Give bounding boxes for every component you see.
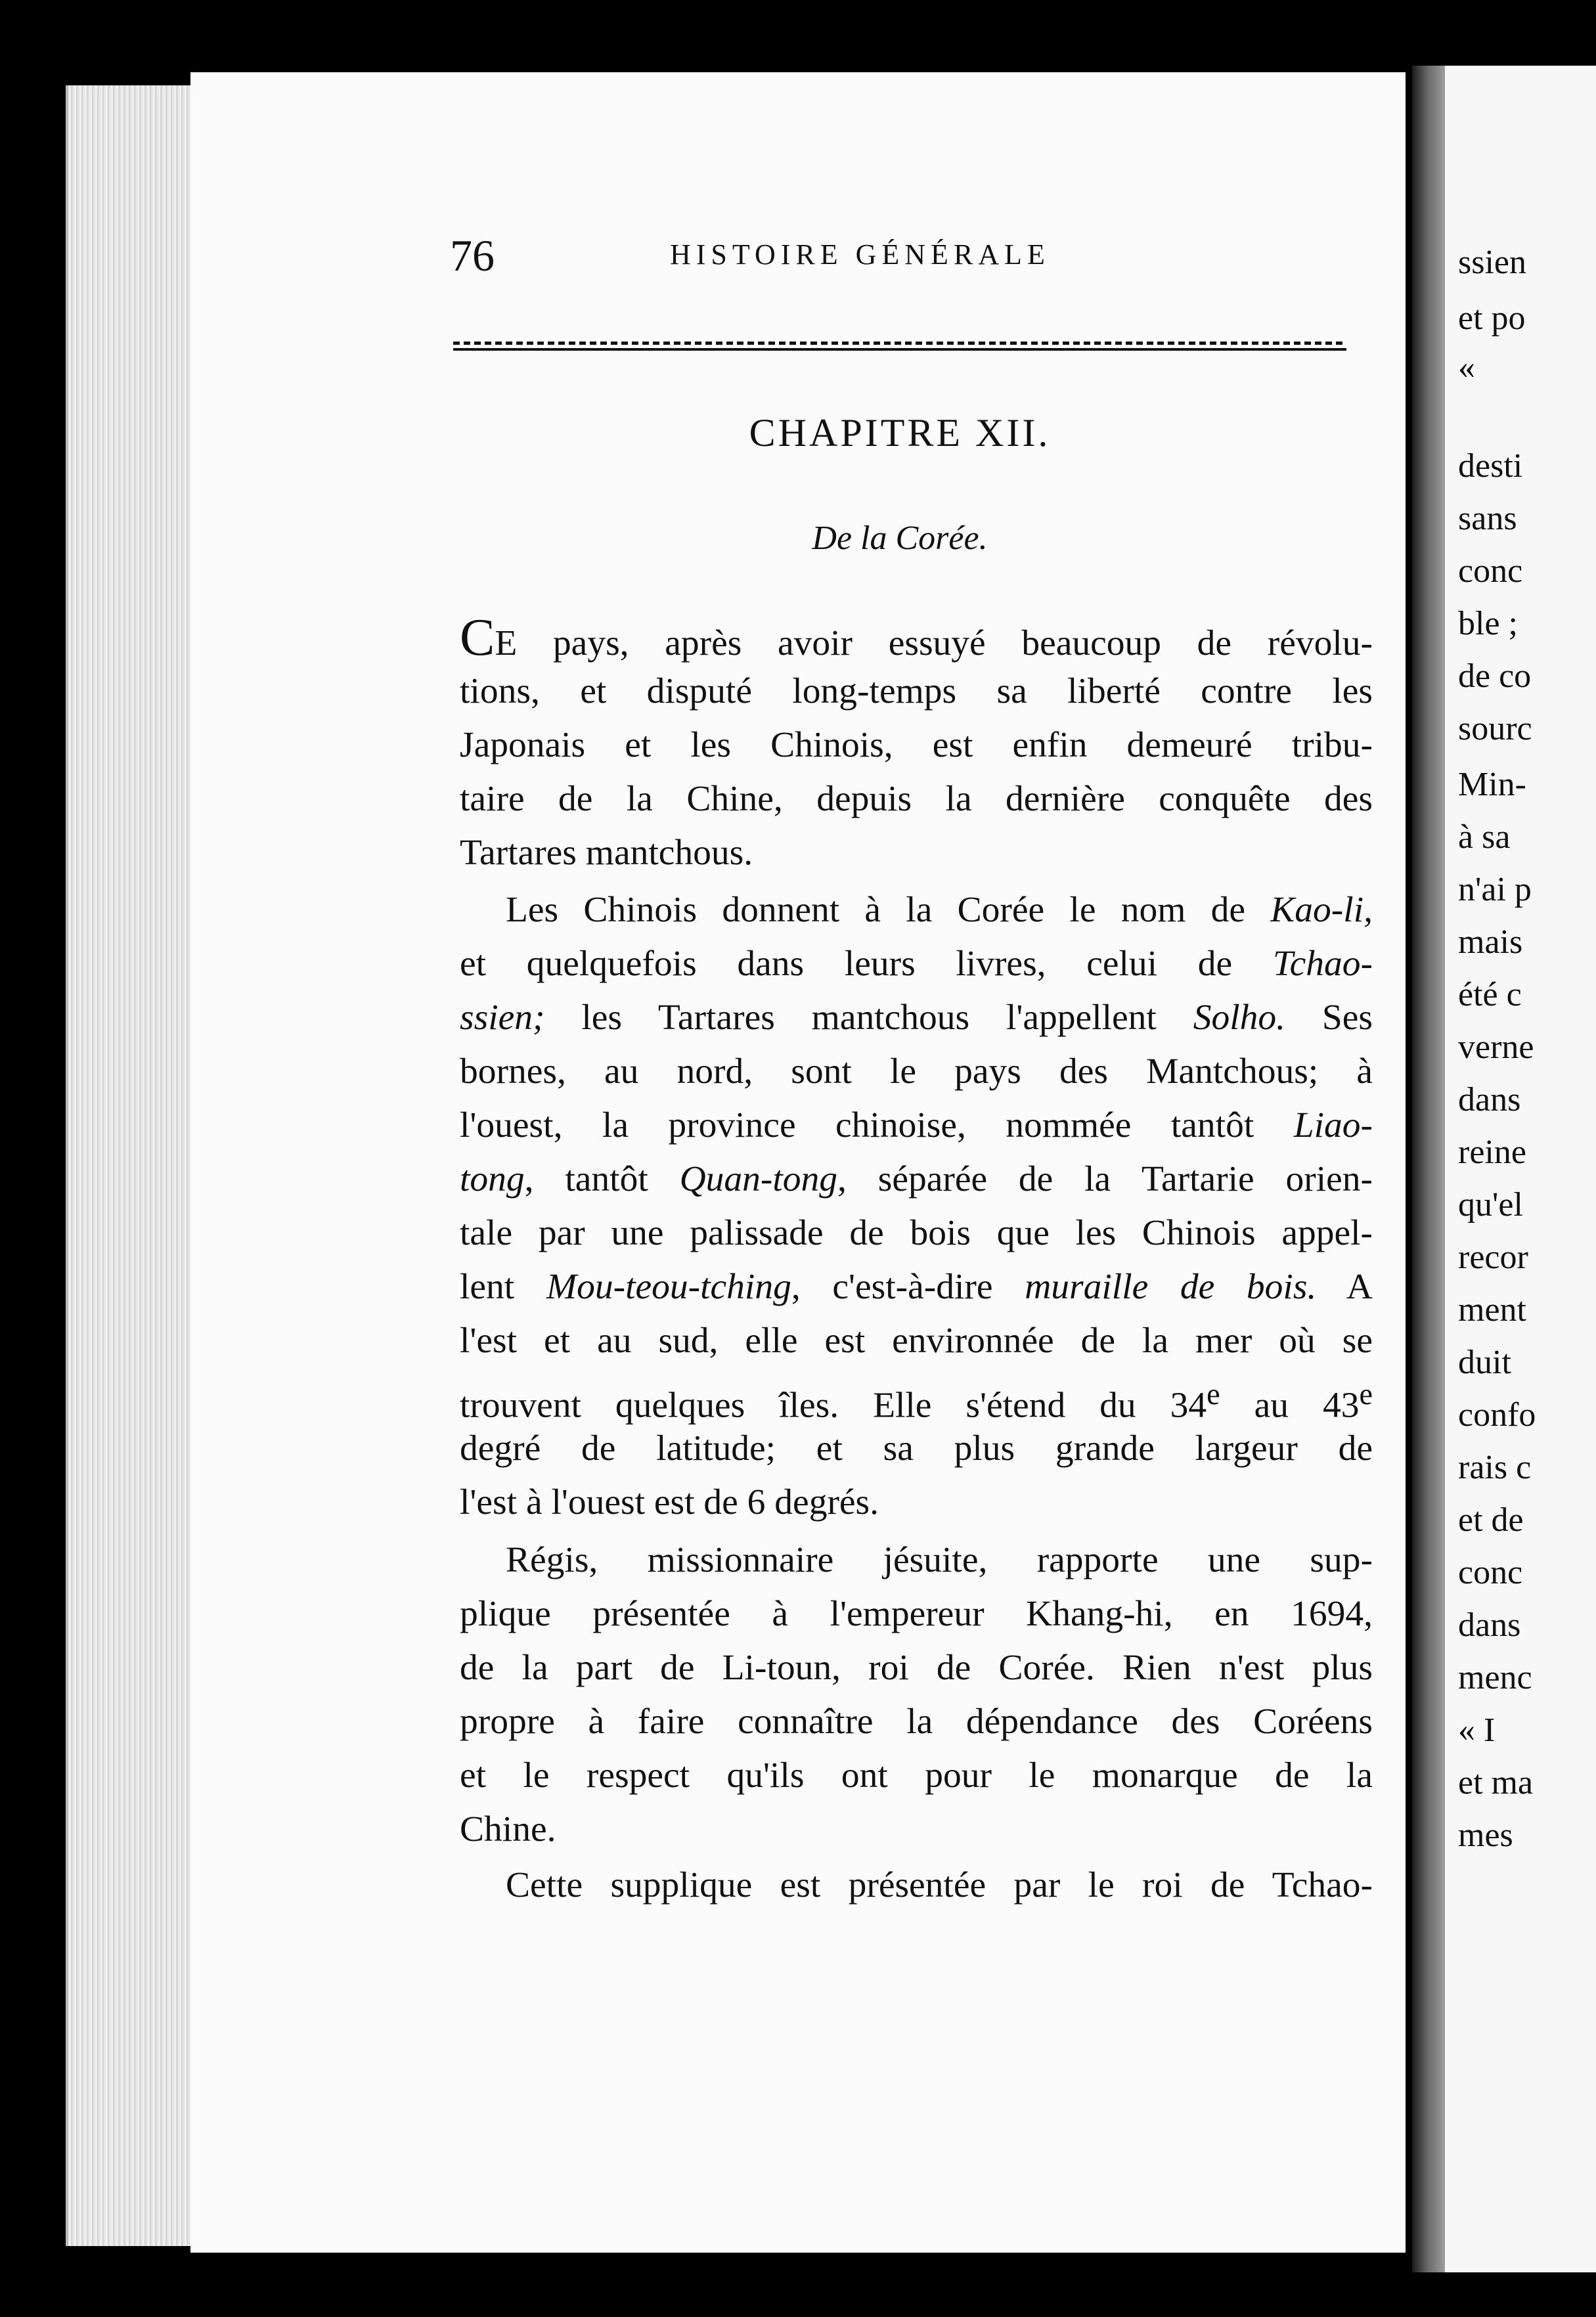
text-span: au 43: [1220, 1385, 1360, 1426]
text-span: et quelquefois dans leurs livres, celui de: [460, 944, 1273, 984]
text-line: l'est et au sud, elle est environnée de la mer où se: [460, 1321, 1373, 1361]
facing-page-line: verne: [1458, 1028, 1534, 1066]
text-line: [460, 991, 1373, 1045]
facing-page: [1445, 66, 1596, 2272]
facing-page-line: confo: [1458, 1396, 1536, 1434]
facing-page-line: menc: [1458, 1659, 1532, 1696]
facing-page-line: ment: [1458, 1291, 1526, 1329]
paragraph-1: [460, 611, 1373, 880]
italic-span: ssien;: [460, 998, 545, 1038]
facing-page-line: sans: [1458, 500, 1517, 537]
italic-span: tong: [460, 1159, 525, 1199]
text-line: [460, 883, 1373, 937]
facing-page-line: dans: [1458, 1081, 1521, 1118]
facing-page-line: à sa: [1458, 818, 1511, 856]
drop-cap: C: [460, 609, 495, 667]
text-line: degré de latitude; et sa plus grande largeur de: [460, 1428, 1373, 1468]
text-line: [460, 1368, 1373, 1426]
text-span: Ses: [1285, 998, 1373, 1038]
text-line: bornes, au nord, sont le pays des Mantchous; à: [460, 1051, 1373, 1092]
facing-page-line: Min-: [1458, 766, 1526, 803]
facing-page-line: conc: [1458, 1554, 1523, 1591]
facing-page-line: n'ai p: [1458, 871, 1532, 908]
text-span: Les Chinois donnent à la Corée le nom de: [506, 890, 1271, 930]
superscript: e: [1359, 1378, 1373, 1411]
facing-page-line: sourc: [1458, 710, 1532, 747]
text-span: E pays, après avoir essuyé beaucoup de révolu-: [495, 623, 1373, 663]
text-line: l'est à l'ouest est de 6 degrés.: [460, 1482, 879, 1522]
text-line: [460, 1153, 1373, 1206]
facing-page-line: recor: [1458, 1239, 1528, 1276]
facing-page-line: ble ;: [1458, 605, 1518, 642]
page-number: 76: [450, 231, 495, 280]
facing-page-line: ssien: [1458, 244, 1526, 281]
text-line: [460, 937, 1373, 991]
text-line: tions, et disputé long-temps sa liberté contre les: [460, 671, 1373, 711]
facing-page-line: mes: [1458, 1817, 1513, 1854]
facing-page-line: conc: [1458, 552, 1523, 590]
text-line: taire de la Chine, depuis la dernière conquête des: [460, 779, 1373, 819]
italic-span: Liao-: [1293, 1105, 1373, 1145]
chapter-title: CHAPITRE XII.: [749, 411, 1051, 454]
facing-page-line: « I: [1458, 1711, 1496, 1749]
text-line: tale par une palissade de bois que les Chinois appel-: [460, 1213, 1373, 1253]
paragraph-4: [460, 1859, 1373, 1912]
text-line: [460, 611, 1373, 665]
text-line: et le respect qu'ils ont pour le monarque de la: [460, 1755, 1373, 1796]
facing-page-line: de co: [1458, 657, 1532, 695]
facing-page-line: reine: [1458, 1134, 1526, 1171]
page-edge-stack: [66, 85, 200, 2246]
running-head-title: HISTOIRE GÉNÉRALE: [670, 238, 1050, 271]
italic-span: Quan-tong: [679, 1159, 838, 1199]
paragraph-2: [460, 883, 1373, 1530]
facing-page-line: «: [1458, 349, 1475, 386]
italic-span: muraille de bois.: [1025, 1267, 1317, 1307]
text-span: trouvent quelques îles. Elle s'étend du 34: [460, 1385, 1207, 1426]
facing-page-line: duit: [1458, 1344, 1511, 1381]
text-span: lent: [460, 1267, 546, 1307]
text-line: plique présentée à l'empereur Khang-hi, en 1694,: [460, 1594, 1373, 1634]
chapter-subtitle: De la Corée.: [812, 519, 988, 557]
facing-page-line: mais: [1458, 923, 1523, 961]
text-line: de la part de Li-toun, roi de Corée. Rien n'est plus: [460, 1648, 1373, 1688]
text-line: Chine.: [460, 1809, 556, 1849]
italic-span: Solho.: [1193, 998, 1286, 1038]
text-line: Japonais et les Chinois, est enfin demeuré tribu-: [460, 725, 1373, 765]
superscript: e: [1207, 1378, 1220, 1411]
italic-span: Mou-teou-tching: [546, 1267, 791, 1307]
text-line: Régis, missionnaire jésuite, rapporte une sup-: [506, 1540, 1373, 1580]
text-line: Tartares mantchous.: [460, 833, 753, 873]
ornamental-rule: [453, 342, 1346, 351]
facing-page-line: été c: [1458, 976, 1522, 1013]
text-span: les Tartares mantchous l'appellent: [544, 998, 1193, 1038]
facing-page-line: et de: [1458, 1501, 1524, 1539]
text-span: , séparée de la Tartarie orien-: [837, 1159, 1373, 1199]
italic-span: Tchao-: [1272, 944, 1373, 984]
text-span: l'ouest, la province chinoise, nommée tantôt: [460, 1105, 1294, 1145]
text-span: A: [1316, 1267, 1373, 1307]
text-line: [460, 1099, 1373, 1153]
paragraph-3: [460, 1534, 1373, 1857]
facing-page-line: dans: [1458, 1606, 1521, 1644]
facing-page-line: qu'el: [1458, 1186, 1523, 1224]
italic-span: Kao-li,: [1270, 890, 1373, 930]
text-line: propre à faire connaître la dépendance des Coréens: [460, 1702, 1373, 1742]
text-span: , c'est-à-dire: [791, 1267, 1025, 1307]
facing-page-line: et ma: [1458, 1764, 1534, 1801]
facing-page-line: rais c: [1458, 1449, 1532, 1486]
text-line: Cette supplique est présentée par le roi de Tchao-: [506, 1865, 1373, 1905]
text-line: [460, 1260, 1373, 1314]
facing-page-line: desti: [1458, 447, 1523, 485]
facing-page-line: et po: [1458, 299, 1526, 337]
text-span: , tantôt: [524, 1159, 680, 1199]
